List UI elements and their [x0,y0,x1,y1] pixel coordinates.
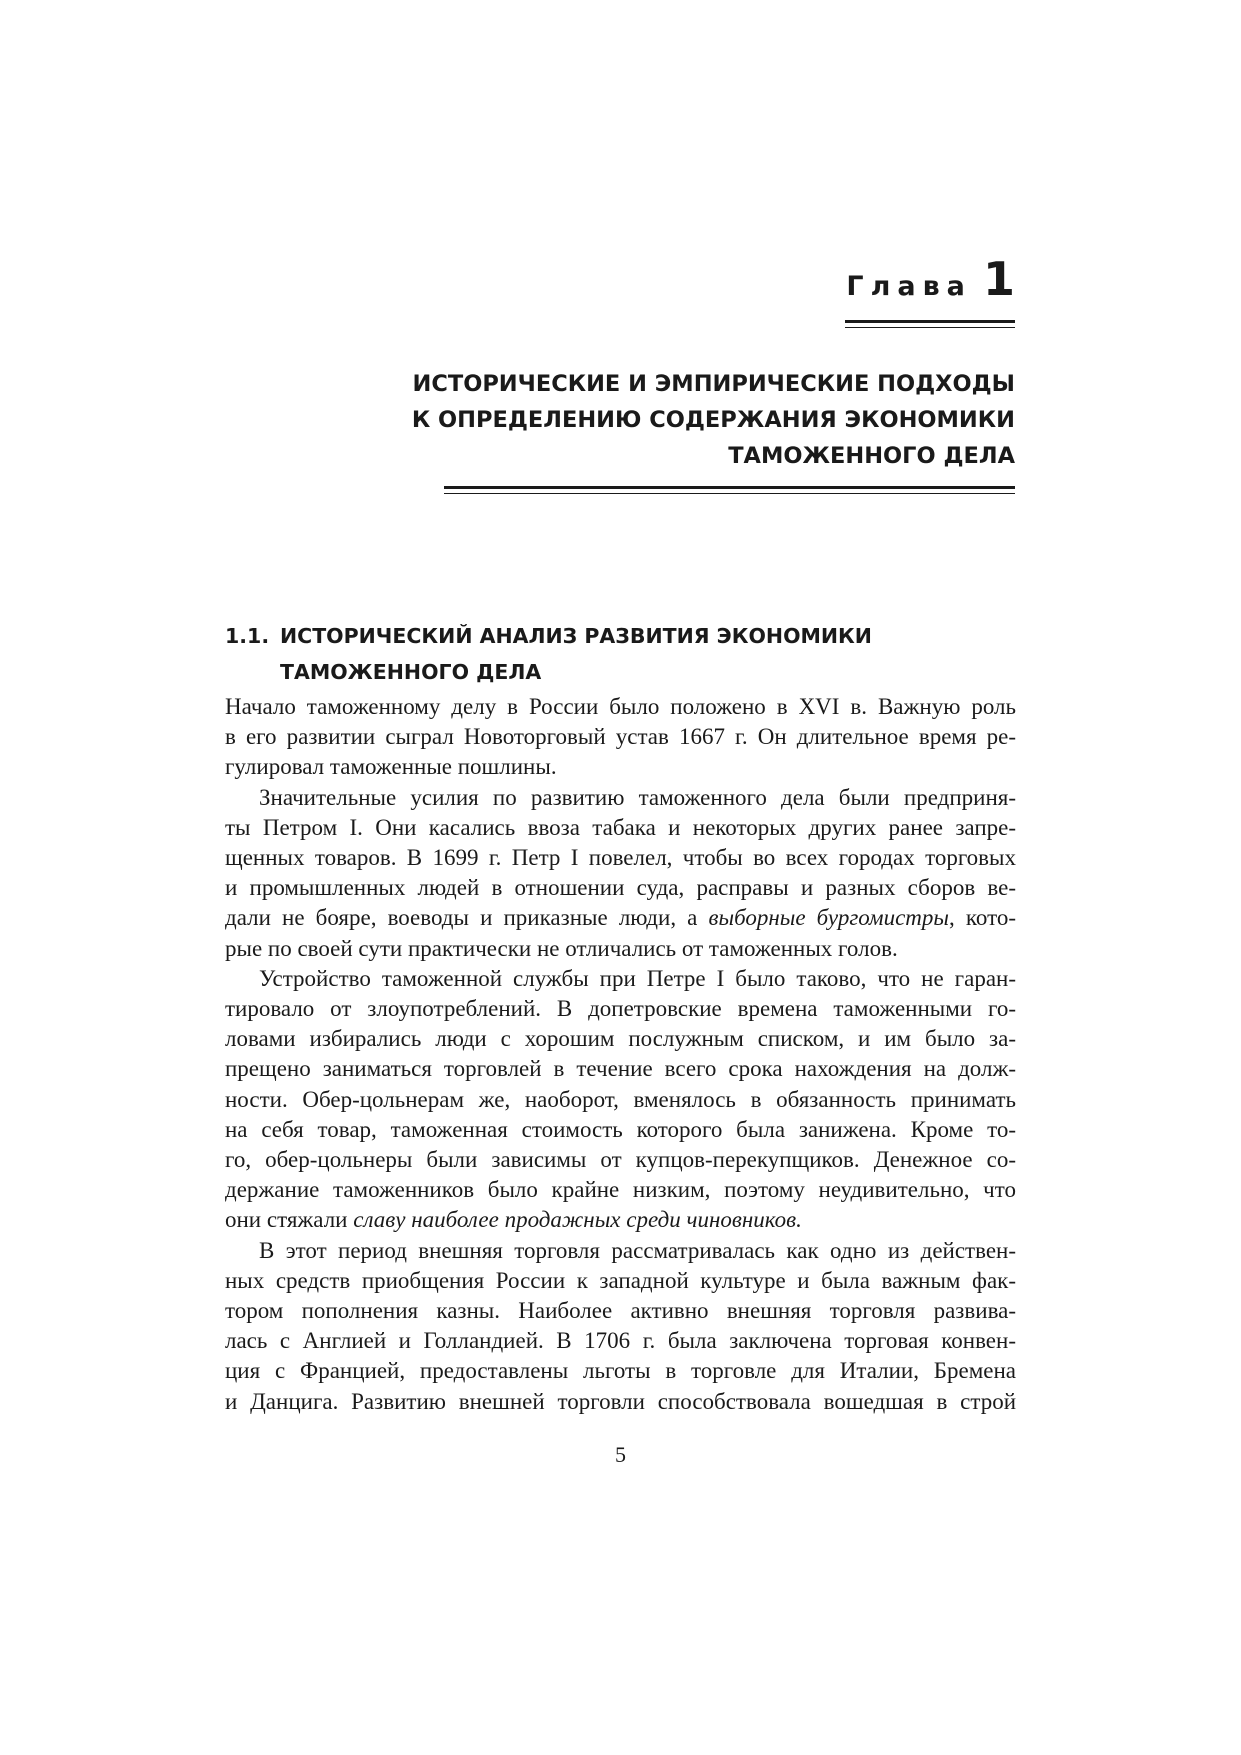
text-run: дали не бояре, воеводы и приказные люди, а [225,905,709,931]
text-line: ловами избирались люди с хорошим послужным списком, и им было за- [225,1026,1016,1052]
text-line: ных средств приобщения России к западной культуре и была важным фак- [225,1267,1016,1293]
section-title-line: ИСТОРИЧЕСКИЙ АНАЛИЗ РАЗВИТИЯ ЭКОНОМИКИ [280,624,872,648]
chapter-label: Глава [846,271,972,302]
chapter-title-rule [444,486,1015,489]
text-line: Начало таможенному делу в России было положено в XVI в. Важную роль [225,694,1016,719]
text-line: ности. Обер-цольнерам же, наоборот, вменялось в обязанность принимать [225,1086,1016,1112]
text-line: го, обер-цольнеры были зависимы от купцов-перекупщиков. Денежное со- [225,1147,1016,1173]
chapter-title-line: ИСТОРИЧЕСКИЕ И ЭМПИРИЧЕСКИЕ ПОДХОДЫ [412,371,1015,397]
text-line: держание таможенников было крайне низким, поэтому неудивительно, что [225,1177,1016,1203]
text-line [225,1205,1016,1235]
text-line: ция с Францией, предоставлены льготы в торговле для Италии, Бремена [225,1358,1016,1384]
chapter-title [375,366,1015,474]
body-text [225,692,1016,1417]
text-line: гулировал таможенные пошлины. [225,754,557,780]
text-line: рые по своей сути практически не отличались от таможенных голов. [225,935,898,961]
section-number: 1.1. [225,624,270,648]
section-heading [225,618,1025,690]
text-line: в его развитии сыграл Новоторговый устав 1667 г. Он длительное время ре- [225,724,1016,750]
paragraph-2 [225,783,1016,964]
chapter-header-rule [845,320,1015,323]
text-line: Значительные усилия по развитию таможенного дела были предприня- [259,784,1016,810]
chapter-number: 1 [982,252,1015,306]
paragraph-3 [225,964,1016,1236]
text-line: В этот период внешняя торговля рассматривалась как одно из действен- [259,1237,1016,1263]
text-line: Устройство таможенной службы при Петре I было таково, что не гаран- [259,965,1016,991]
text-line: ты Петром I. Они касались ввоза табака и некоторых других ранее запре- [225,814,1016,840]
chapter-title-line: К ОПРЕДЕЛЕНИЮ СОДЕРЖАНИЯ ЭКОНОМИКИ [411,407,1015,433]
italic-term: выборные бургомистры [708,905,949,931]
text-line: лась с Англией и Голландией. В 1706 г. была заключена торговая конвен- [225,1328,1016,1354]
chapter-title-line: ТАМОЖЕННОГО ДЕЛА [728,443,1015,469]
chapter-header [846,252,1015,306]
italic-term: славу наиболее продажных среди чиновников. [353,1207,802,1233]
text-line: и промышленных людей в отношении суда, расправы и разных сборов ве- [225,875,1016,901]
text-line: щенных товаров. В 1699 г. Петр I повелел, чтобы во всех городах торговых [225,845,1016,871]
paragraph-1 [225,692,1016,783]
section-title-line: ТАМОЖЕННОГО ДЕЛА [280,660,542,684]
text-line [225,903,1016,933]
text-line: тором пополнения казны. Наиболее активно внешняя торговля развива- [225,1298,1016,1324]
text-line: и Данцига. Развитию внешней торговли способствовала вошедшая в строй [225,1388,1016,1414]
text-line: на себя товар, таможенная стоимость которого была занижена. Кроме то- [225,1116,1016,1142]
text-run: они стяжали [225,1207,354,1233]
text-line: тировало от злоупотреблений. В допетровские времена таможенными го- [225,996,1016,1022]
text-line: прещено заниматься торговлей в течение всего срока нахождения на долж- [225,1056,1016,1082]
text-run: , кото- [949,905,1016,931]
paragraph-4 [225,1236,1016,1417]
page-number: 5 [615,1442,626,1467]
